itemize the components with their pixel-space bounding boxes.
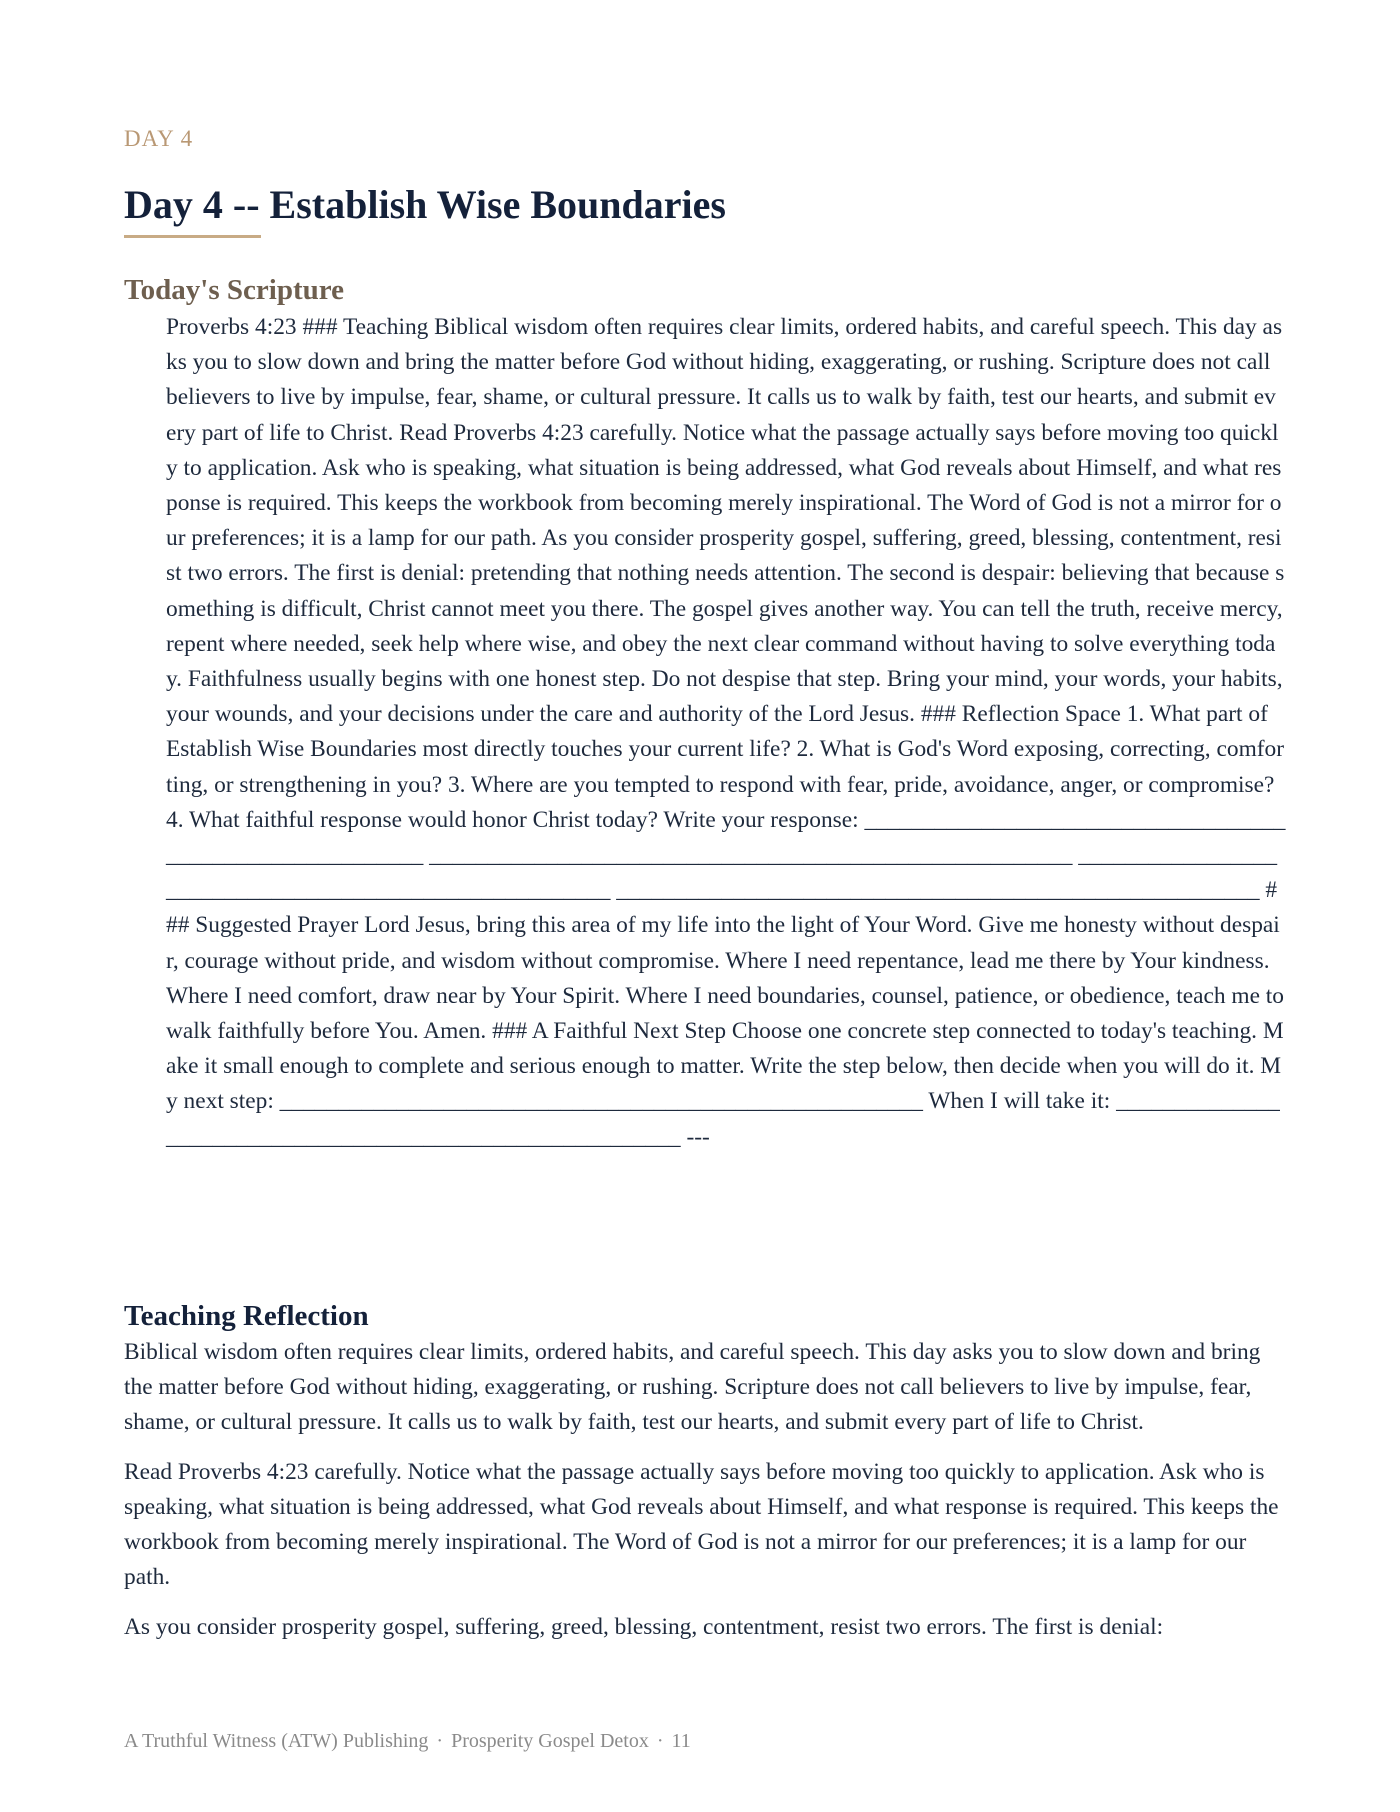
teaching-paragraph-2: Read Proverbs 4:23 carefully. Notice what the passage actually says before moving too quickly to application. Ask who is speaking, what situation is being addressed, what God reveals about Himself, and what response is required. This keeps the workbook from becoming merely inspirational. The Word of God is not a mirror for our preferences; it is a lamp for our path. <box>124 1459 1279 1590</box>
day-label: DAY 4 <box>124 126 194 151</box>
teaching-paragraph-1: Biblical wisdom often requires clear limits, ordered habits, and careful speech. This day asks you to slow down and bring the matter before God without hiding, exaggerating, or rushing. Scripture does not call believers to live by impulse, fear, shame, or cultural pressure. It calls us to walk by faith, test our hearts, and submit every part of life to Christ. <box>124 1339 1261 1435</box>
footer-separator: · <box>436 1730 444 1752</box>
footer-page-number: 11 <box>671 1730 691 1752</box>
teaching-paragraph-3: As you consider prosperity gospel, suffering, greed, blessing, contentment, resist two errors. The first is denial: <box>124 1614 1164 1640</box>
page-footer <box>124 1730 691 1753</box>
footer-separator: · <box>656 1730 664 1752</box>
scripture-body: Proverbs 4:23 ### Teaching Biblical wisdom often requires clear limits, ordered habits, and careful speech. This day asks you to slow down and bring the matter before God without hiding, exaggerating, or rushing. Scripture does not call believers to live by impulse, fear, shame, or cultural pressure. It calls us to walk by faith, test our hearts, and submit every part of life to Christ. Read Proverbs 4:23 carefully. Notice what the passage actually says before moving too quickly to application. Ask who is speaking, what situation is being addressed, what God reveals about Himself, and what response is required. This keeps the workbook from becoming merely inspirational. The Word of God is not a mirror for our preferences; it is a lamp for our path. As you consider prosperity gospel, suffering, greed, blessing, contentment, resist two errors. The first is denial: pretending that nothing needs attention. The second is despair: believing that because something is difficult, Christ cannot meet you there. The gospel gives another way. You can tell the truth, receive mercy, repent where needed, seek help where wise, and obey the next clear command without having to solve everything today. Faithfulness usually begins with one honest step. Do not despise that step. Bring your mind, your words, your habits, your wounds, and your decisions under the care and authority of the Lord Jesus. ### Reflection Space 1. What part of Establish Wise Boundaries most directly touches your current life? 2. What is God's Word exposing, correcting, comforting, or strengthening in you? 3. Where are you tempted to respond with fear, pride, avoidance, anger, or compromise? 4. What faithful response would honor Christ today? Write your response: __________________________________________________________ _______________________________________________________ _______________________________________________________ _______________________________________________________ ### Suggested Prayer Lord Jesus, bring this area of my life into the light of Your Word. Give me honesty without despair, courage without pride, and wisdom without compromise. Where I need repentance, lead me there by Your kindness. Where I need comfort, draw near by Your Spirit. Where I need boundaries, counsel, patience, or obedience, teach me to walk faithfully before You. Amen. ### A Faithful Next Step Choose one concrete step connected to today's teaching. Make it small enough to complete and serious enough to matter. Write the step below, then decide when you will do it. My next step: _______________________________________________________ When I will take it: __________________________________________________________ --- <box>166 314 1286 1150</box>
scripture-heading: Today's Scripture <box>124 274 344 306</box>
page-title: Day 4 -- Establish Wise Boundaries <box>124 182 726 227</box>
teaching-reflection-heading: Teaching Reflection <box>124 1300 369 1332</box>
teaching-reflection-body <box>124 1335 1284 1660</box>
footer-publisher: A Truthful Witness (ATW) Publishing <box>124 1730 429 1752</box>
title-underline <box>124 235 261 238</box>
footer-book-title: Prosperity Gospel Detox <box>451 1730 649 1752</box>
